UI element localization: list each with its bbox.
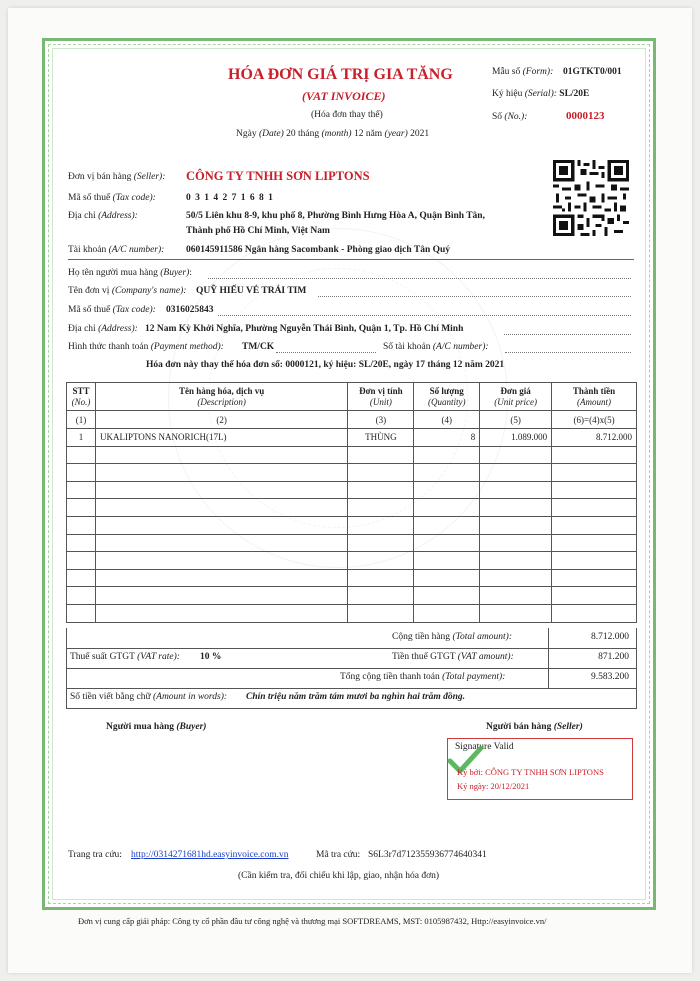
buyer-tax-code: 0316025843 xyxy=(166,305,214,315)
invoice-date: Ngày (Date) 20 tháng (month) 12 năm (year) 2021 xyxy=(236,129,430,139)
total-label: Tổng cộng tiền thanh toán (Total payment): xyxy=(340,672,506,682)
lookup-code: S6L3r7d712355936774640341 xyxy=(368,850,487,860)
header-amount: Thành tiền (Amount) xyxy=(552,383,637,411)
buyer-address: 12 Nam Kỳ Khởi Nghĩa, Phường Nguyễn Thái Bình, Quận 1, Tp. Hồ Chí Minh xyxy=(145,324,464,334)
seller-tax-code: 0 3 1 4 2 7 1 6 8 1 xyxy=(186,193,274,203)
buyer-signature-label: Người mua hàng (Buyer) xyxy=(106,722,207,732)
buyer-tax-label: Mã số thuế (Tax code): xyxy=(68,305,156,315)
subtotal-label: Cộng tiền hàng (Total amount): xyxy=(392,632,512,642)
form-number: Mẫu số (Form): xyxy=(492,67,554,77)
header-quantity: Số lượng (Quantity) xyxy=(414,383,480,411)
seller-name: CÔNG TY TNHH SƠN LIPTONS xyxy=(186,169,370,183)
words-label: Số tiền viết bằng chữ (Amount in words): xyxy=(70,692,228,702)
header-description: Tên hàng hóa, dịch vụ (Description) xyxy=(95,383,347,411)
buyer-name-label: Họ tên người mua hàng (Buyer): xyxy=(68,268,192,278)
invoice-subtitle: (Hóa đơn thay thế) xyxy=(311,110,383,120)
seller-address: 50/5 Liên khu 8-9, khu phố 8, Phường Bình Hưng Hòa A, Quận Bình Tân, xyxy=(186,211,485,221)
lookup-url-label: Trang tra cứu: xyxy=(68,850,122,860)
seller-name-label: Đơn vị bán hàng (Seller): xyxy=(68,172,166,182)
buyer-account-label: Số tài khoản (A/C number): xyxy=(383,342,489,352)
invoice-title-en: (VAT INVOICE) xyxy=(302,89,386,103)
subtotal-value: 8.712.000 xyxy=(591,632,629,642)
amount-in-words: Chín triệu năm trăm tám mươi ba nghìn hai trăm đồng. xyxy=(246,692,466,702)
seller-tax-label: Mã số thuế (Tax code): xyxy=(68,193,156,203)
table-header xyxy=(67,383,637,411)
vat-rate-label: Thuế suất GTGT (VAT rate): xyxy=(70,652,180,662)
invoice-number: Số (No.): xyxy=(492,112,528,122)
signed-by: Ký bởi: CÔNG TY TNHH SƠN LIPTONS xyxy=(457,767,604,777)
seller-address-label: Địa chỉ (Address): xyxy=(68,211,138,221)
qr-code xyxy=(553,160,629,236)
seller-address-2: Thành phố Hồ Chí Minh, Việt Nam xyxy=(186,226,330,236)
vat-rate: 10 % xyxy=(200,652,222,662)
lookup-note: (Cần kiểm tra, đối chiếu khi lập, giao, nhận hóa đơn) xyxy=(238,871,440,881)
invoice-title: HÓA ĐƠN GIÁ TRỊ GIA TĂNG xyxy=(228,66,453,83)
items-table xyxy=(66,382,637,623)
seller-account: 060145911586 Ngân hàng Sacombank - Phòng giao dịch Tân Quý xyxy=(186,245,451,255)
lookup-code-label: Mã tra cứu: xyxy=(316,850,361,860)
vat-value: 871.200 xyxy=(598,652,629,662)
payment-method: TM/CK xyxy=(242,342,275,352)
lookup-url-link[interactable]: http://0314271681hd.easyinvoice.com.vn xyxy=(131,850,289,860)
signed-date: Ký ngày: 20/12/2021 xyxy=(457,781,530,791)
buyer-company-label: Tên đơn vị (Company's name): xyxy=(68,286,187,296)
payment-label: Hình thức thanh toán (Payment method): xyxy=(68,342,224,352)
total-value: 9.583.200 xyxy=(591,672,629,682)
invoice-number-value: 0000123 xyxy=(566,110,605,122)
signature-valid-text: Signature Valid xyxy=(455,742,514,752)
buyer-company: QUỸ HIẾU VÉ TRÁI TIM xyxy=(196,286,307,296)
index-row: (1) (2) (3) (4) (5) (6)=(4)x(5) xyxy=(67,411,637,429)
header-no: STT (No.) xyxy=(67,383,96,411)
table-row: 1 UKALIPTONS NANORICH(17L) THÙNG 8 1.089.000 8.712.000 xyxy=(67,429,637,447)
serial-number: Ký hiệu (Serial): SL/20E xyxy=(492,89,590,99)
buyer-address-label: Địa chỉ (Address): xyxy=(68,324,138,334)
replace-note: Hóa đơn này thay thế hóa đơn số: 0000121, ký hiệu: SL/20E, ngày 17 tháng 12 năm 2021 xyxy=(146,360,505,370)
seller-signature-label: Người bán hàng (Seller) xyxy=(486,722,583,732)
header-price: Đơn giá (Unit price) xyxy=(480,383,552,411)
seller-account-label: Tài khoản (A/C number): xyxy=(68,245,165,255)
footer-provider: Đơn vị cung cấp giải pháp: Công ty cổ phần đầu tư công nghệ và thương mại SOFTDREAMS, MST: 0105987432, Http://easyinvoice.vn/ xyxy=(78,916,547,926)
vat-label: Tiền thuế GTGT (VAT amount): xyxy=(392,652,514,662)
header-unit: Đơn vị tính (Unit) xyxy=(348,383,414,411)
